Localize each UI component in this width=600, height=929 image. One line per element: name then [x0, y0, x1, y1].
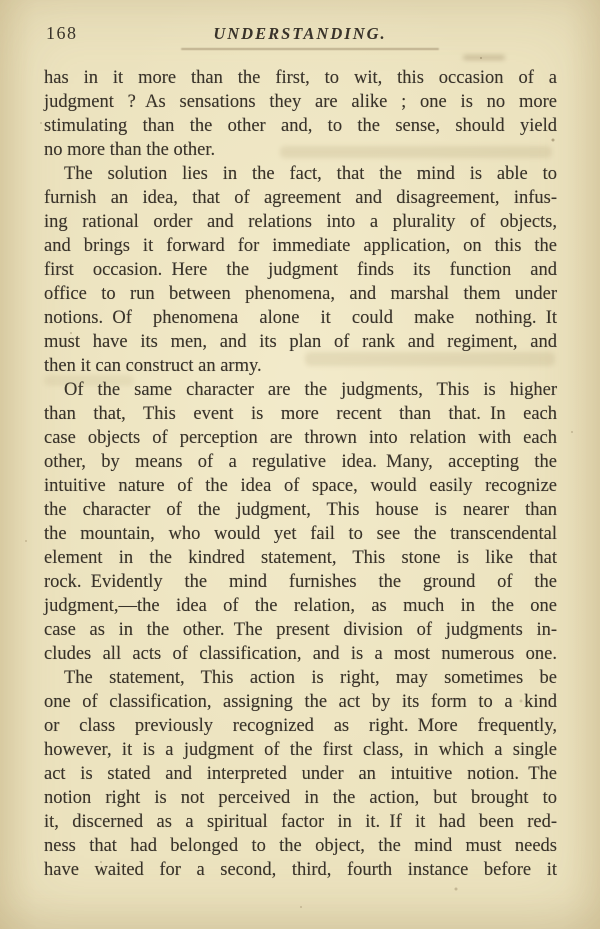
- text-line: rock. Evidently the mind furnishes the ground of the: [44, 572, 557, 592]
- text-line: however, it is a judgment of the first class, in which a single: [44, 740, 557, 760]
- text-line: or class previously recognized as right. More frequently,: [44, 716, 557, 736]
- text-line: stimulating than the other and, to the sense, should yield: [44, 116, 557, 136]
- text-line: case as in the other. The present division of judgments in-: [44, 620, 557, 640]
- header-rule: [181, 48, 439, 50]
- text-line: must have its men, and its plan of rank and regiment, and: [44, 332, 557, 352]
- paragraph: [44, 666, 557, 882]
- text-line: first occasion. Here the judgment finds its function and: [44, 260, 557, 280]
- text-line: notions. Of phenomena alone it could make nothing. It: [44, 308, 557, 328]
- text-line: act is stated and interpreted under an intuitive notion. The: [44, 764, 557, 784]
- text-line: intuitive nature of the idea of space, would easily recognize: [44, 476, 557, 496]
- text-line: then it can construct an army.: [44, 356, 262, 376]
- text-line: the character of the judgment, This house is nearer than: [44, 500, 557, 520]
- text-line: have waited for a second, third, fourth instance before it: [44, 860, 557, 880]
- text-line: no more than the other.: [44, 140, 216, 160]
- paragraph: [44, 162, 557, 378]
- showthrough-smudge: [463, 55, 505, 60]
- text-line: ing rational order and relations into a plurality of objects,: [44, 212, 557, 232]
- page-text: [44, 66, 557, 882]
- text-line: has in it more than the first, to wit, this occasion of a: [44, 68, 557, 88]
- text-line: The solution lies in the fact, that the mind is able to: [64, 164, 557, 184]
- running-head-title: UNDERSTANDING.: [213, 24, 387, 43]
- paper-speckles: [0, 0, 2, 2]
- text-line: and brings it forward for immediate application, on this the: [44, 236, 557, 256]
- text-line: judgment ? As sensations they are alike ; one is no more: [44, 92, 557, 112]
- text-line: office to run between phenomena, and marshal them under: [44, 284, 557, 304]
- text-line: furnish an idea, that of agreement and disagreement, infus-: [44, 188, 557, 208]
- text-line: The statement, This action is right, may sometimes be: [64, 668, 557, 688]
- text-line: cludes all acts of classification, and is a most numerous one.: [44, 644, 557, 664]
- text-line: notion right is not perceived in the action, but brought to: [44, 788, 557, 808]
- page-number: 168: [46, 23, 78, 43]
- paragraph: [44, 66, 557, 162]
- text-line: element in the kindred statement, This stone is like that: [44, 548, 557, 568]
- text-line: ness that had belonged to the object, the mind must needs: [44, 836, 557, 856]
- text-line: judgment,—the idea of the relation, as much in the one: [44, 596, 557, 616]
- text-line: it, discerned as a spiritual factor in it. If it had been red-: [44, 812, 557, 832]
- paragraph: [44, 378, 557, 666]
- text-line: the mountain, who would yet fail to see the transcendental: [44, 524, 557, 544]
- running-header: [44, 22, 556, 44]
- text-line: other, by means of a regulative idea. Many, accepting the: [44, 452, 557, 472]
- text-line: Of the same character are the judgments, This is higher: [64, 380, 557, 400]
- text-line: one of classification, assigning the act by its form to a kind: [44, 692, 557, 712]
- text-line: than that, This event is more recent than that. In each: [44, 404, 557, 424]
- text-line: case objects of perception are thrown into relation with each: [44, 428, 557, 448]
